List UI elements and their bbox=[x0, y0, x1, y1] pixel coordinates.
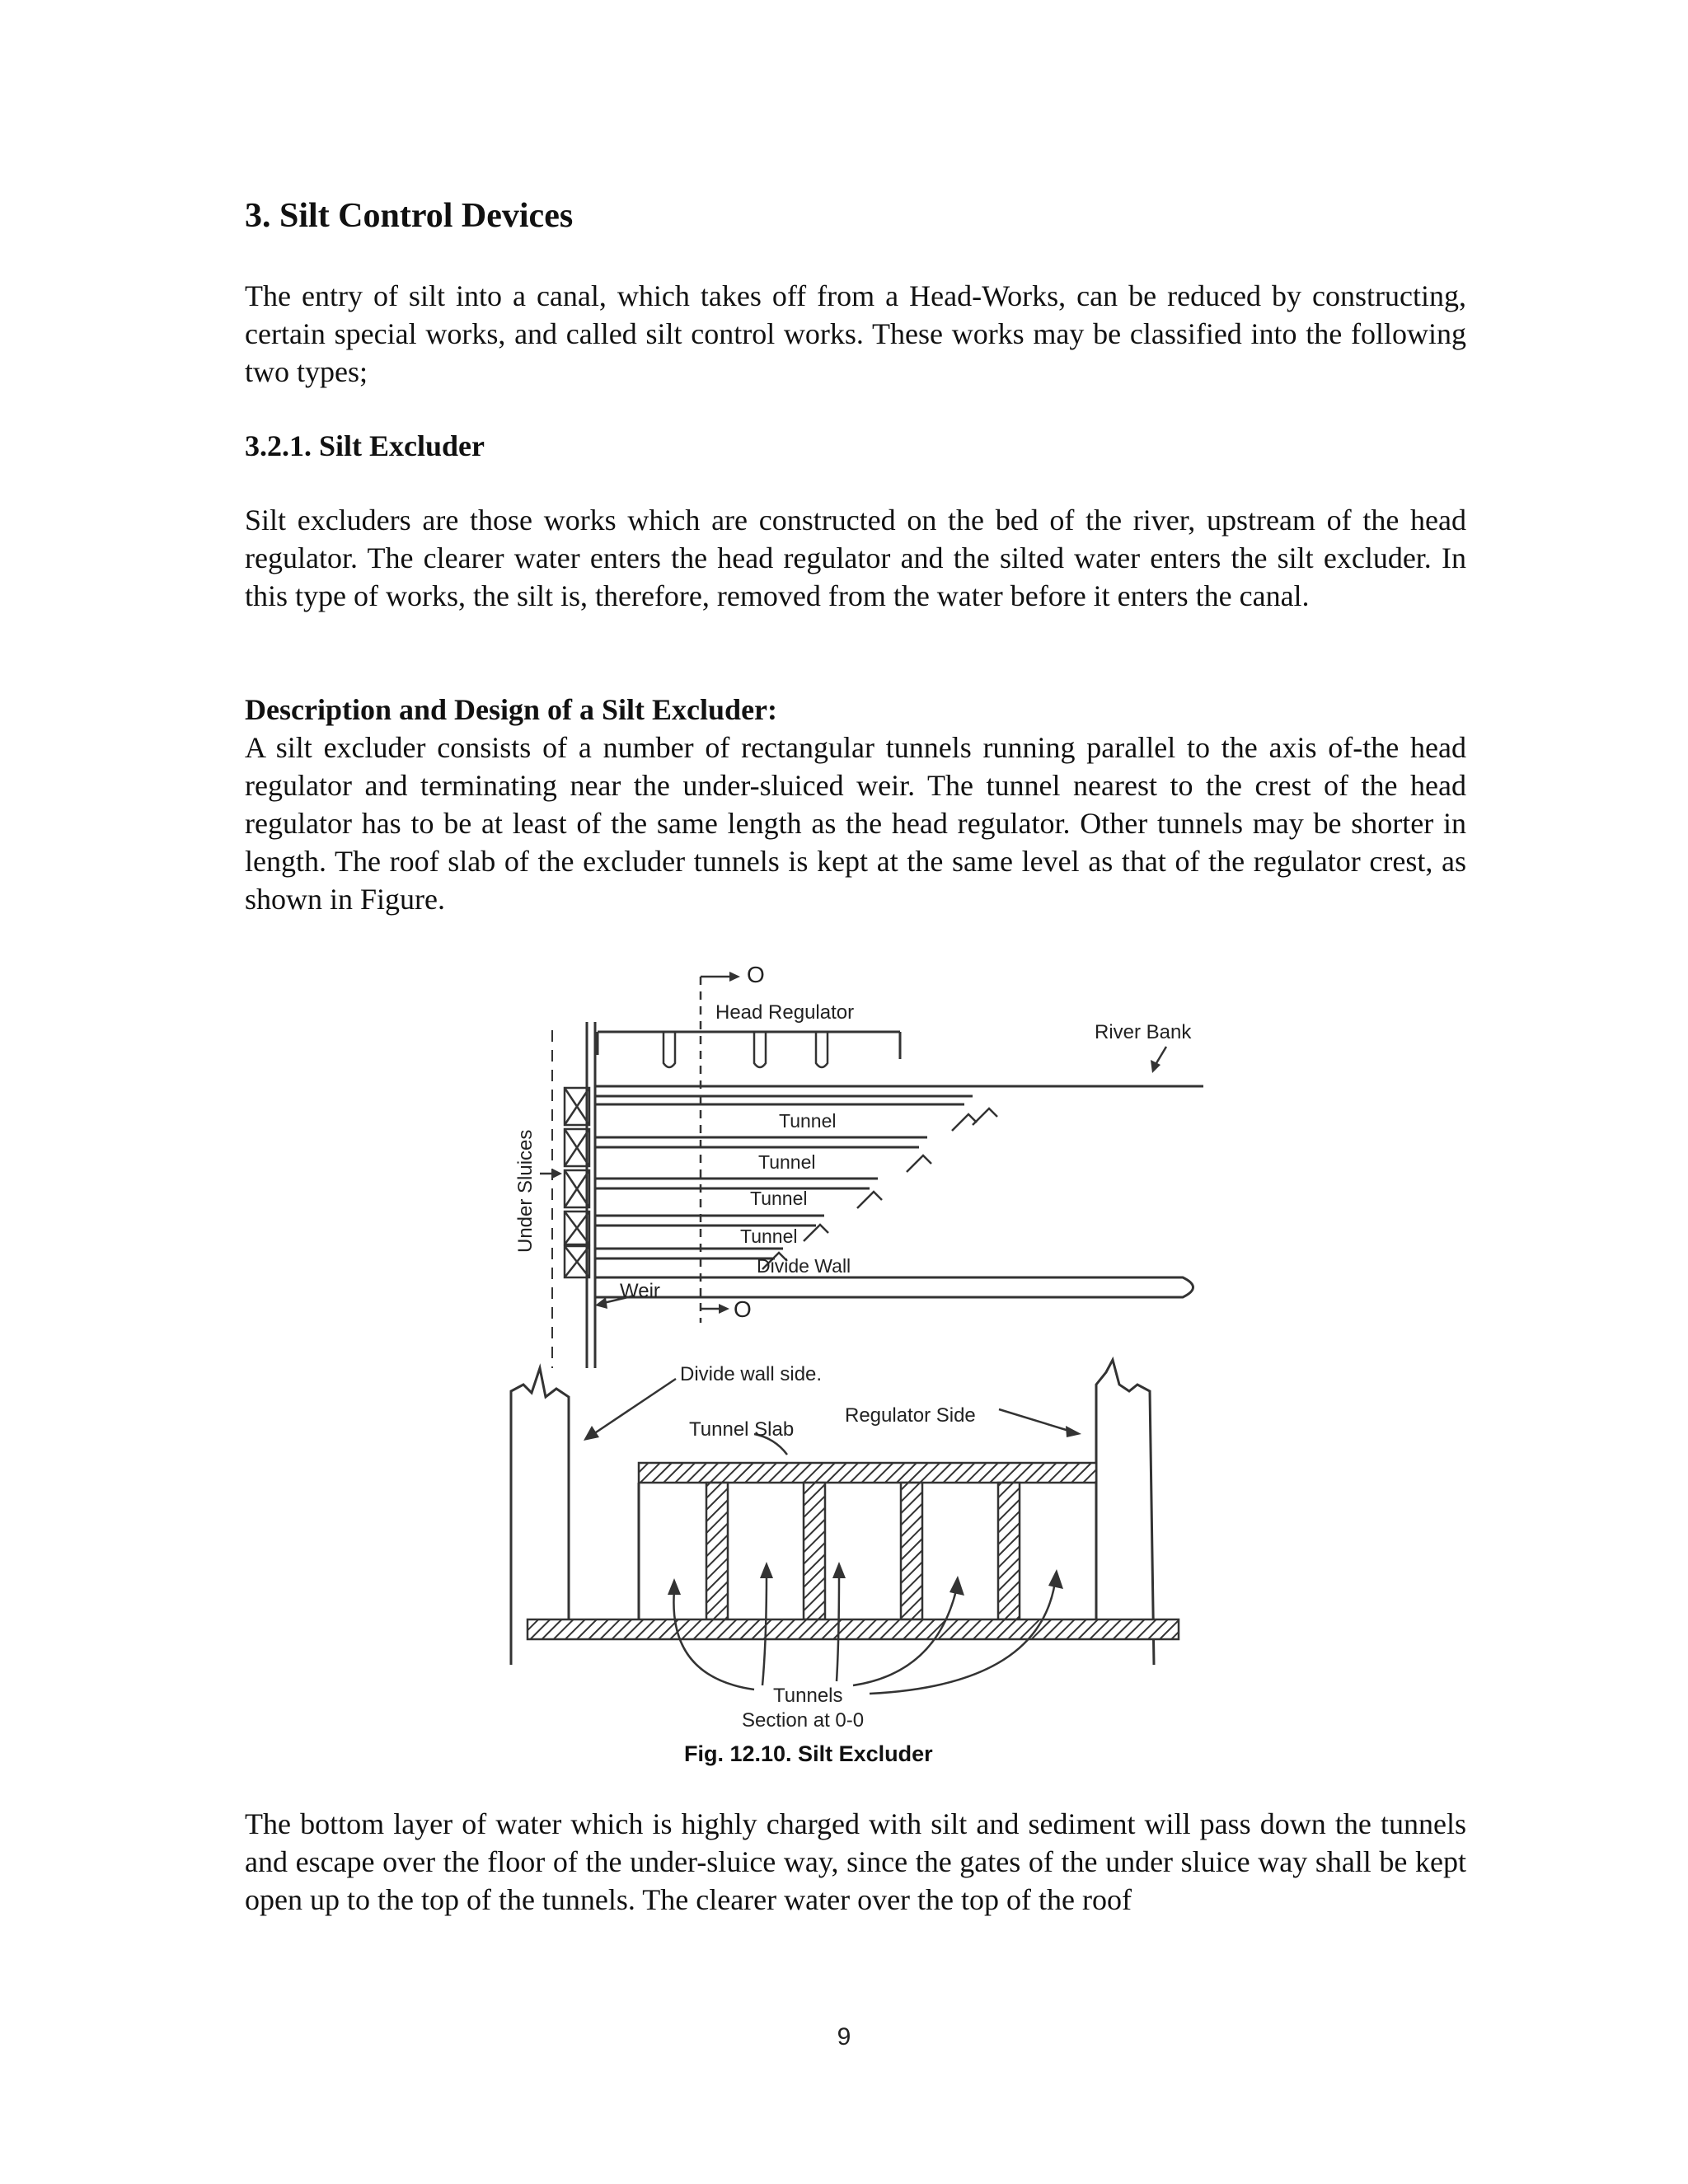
intro-paragraph: The entry of silt into a canal, which takes off from a Head-Works, can be reduced by constructing, certain special works, and called silt control works. These works may be classified into the following two types; bbox=[245, 279, 1466, 388]
tunnel-pier bbox=[901, 1483, 922, 1619]
tunnels-label: Tunnels bbox=[773, 1685, 843, 1707]
section-at-label: Section at 0-0 bbox=[742, 1709, 865, 1732]
tunnel-pier bbox=[998, 1483, 1020, 1619]
section-label-bottom: O bbox=[734, 1296, 752, 1322]
under-sluices-label: Under Sluices bbox=[514, 1129, 537, 1253]
tunnel-label-1: Tunnel bbox=[779, 1110, 837, 1132]
river-bank-label: River Bank bbox=[1095, 1021, 1192, 1043]
subsection-title: 3.2.1. Silt Excluder bbox=[245, 429, 485, 462]
tunnel-slab bbox=[639, 1463, 1096, 1483]
figure-caption: Fig. 12.10. Silt Excluder bbox=[684, 1741, 933, 1766]
tunnel-pier bbox=[804, 1483, 825, 1619]
regulator-pier bbox=[663, 1032, 675, 1067]
divide-wall bbox=[595, 1277, 1193, 1297]
tunnel-label-3: Tunnel bbox=[750, 1188, 808, 1209]
design-heading: Description and Design of a Silt Excluder: bbox=[245, 693, 778, 726]
page-number: 9 bbox=[837, 2023, 851, 2050]
divide-wall-side-label: Divide wall side. bbox=[680, 1363, 823, 1385]
divide-wall-label: Divide Wall bbox=[757, 1255, 851, 1277]
figure-drawing bbox=[495, 940, 1220, 1772]
regulator-side-label: Regulator Side bbox=[845, 1404, 976, 1427]
section-label-top: O bbox=[747, 962, 765, 987]
section-title: 3. Silt Control Devices bbox=[245, 197, 574, 235]
head-regulator-label: Head Regulator bbox=[715, 1001, 855, 1024]
floor-slab bbox=[528, 1619, 1179, 1639]
design-paragraph: A silt excluder consists of a number of rectangular tunnels running parallel to the axis of-the head regulator and terminating near the under-sluiced weir. The tunnel nearest to the crest of the head regulator has to be at least of the same length as the head regulator. Other tunnels may be shorter in length. The roof slab of the excluder tunnels is kept at the same level as that of the regulator crest, as shown in Figure. bbox=[245, 731, 1466, 916]
tunnel-pier bbox=[706, 1483, 728, 1619]
silt-excluder-paragraph: Silt excluders are those works which are constructed on the bed of the river, upstream of the head regulator. The clearer water enters the head regulator and the silted water enters the silt excluder. In this type of works, the silt is, therefore, removed from the water before it enters the canal. bbox=[245, 504, 1466, 612]
silt-excluder-figure bbox=[495, 940, 1220, 1772]
regulator-side-leader bbox=[999, 1409, 1071, 1432]
weir-label: Weir bbox=[620, 1280, 660, 1302]
closing-paragraph: The bottom layer of water which is highly charged with silt and sediment will pass down the tunnels and escape over the floor of the under-sluice way, since the gates of the under sluice way shall be kept open up to the top of the tunnels. The clearer water over the top of the roof bbox=[245, 1807, 1466, 1916]
divide-wall-side-leader bbox=[593, 1379, 676, 1434]
tunnel-label-2: Tunnel bbox=[758, 1151, 816, 1173]
tunnel-label-4: Tunnel bbox=[740, 1226, 798, 1247]
regulator-pier bbox=[754, 1032, 766, 1067]
regulator-pier bbox=[816, 1032, 828, 1067]
tunnel-slab-label: Tunnel Slab bbox=[689, 1418, 795, 1441]
